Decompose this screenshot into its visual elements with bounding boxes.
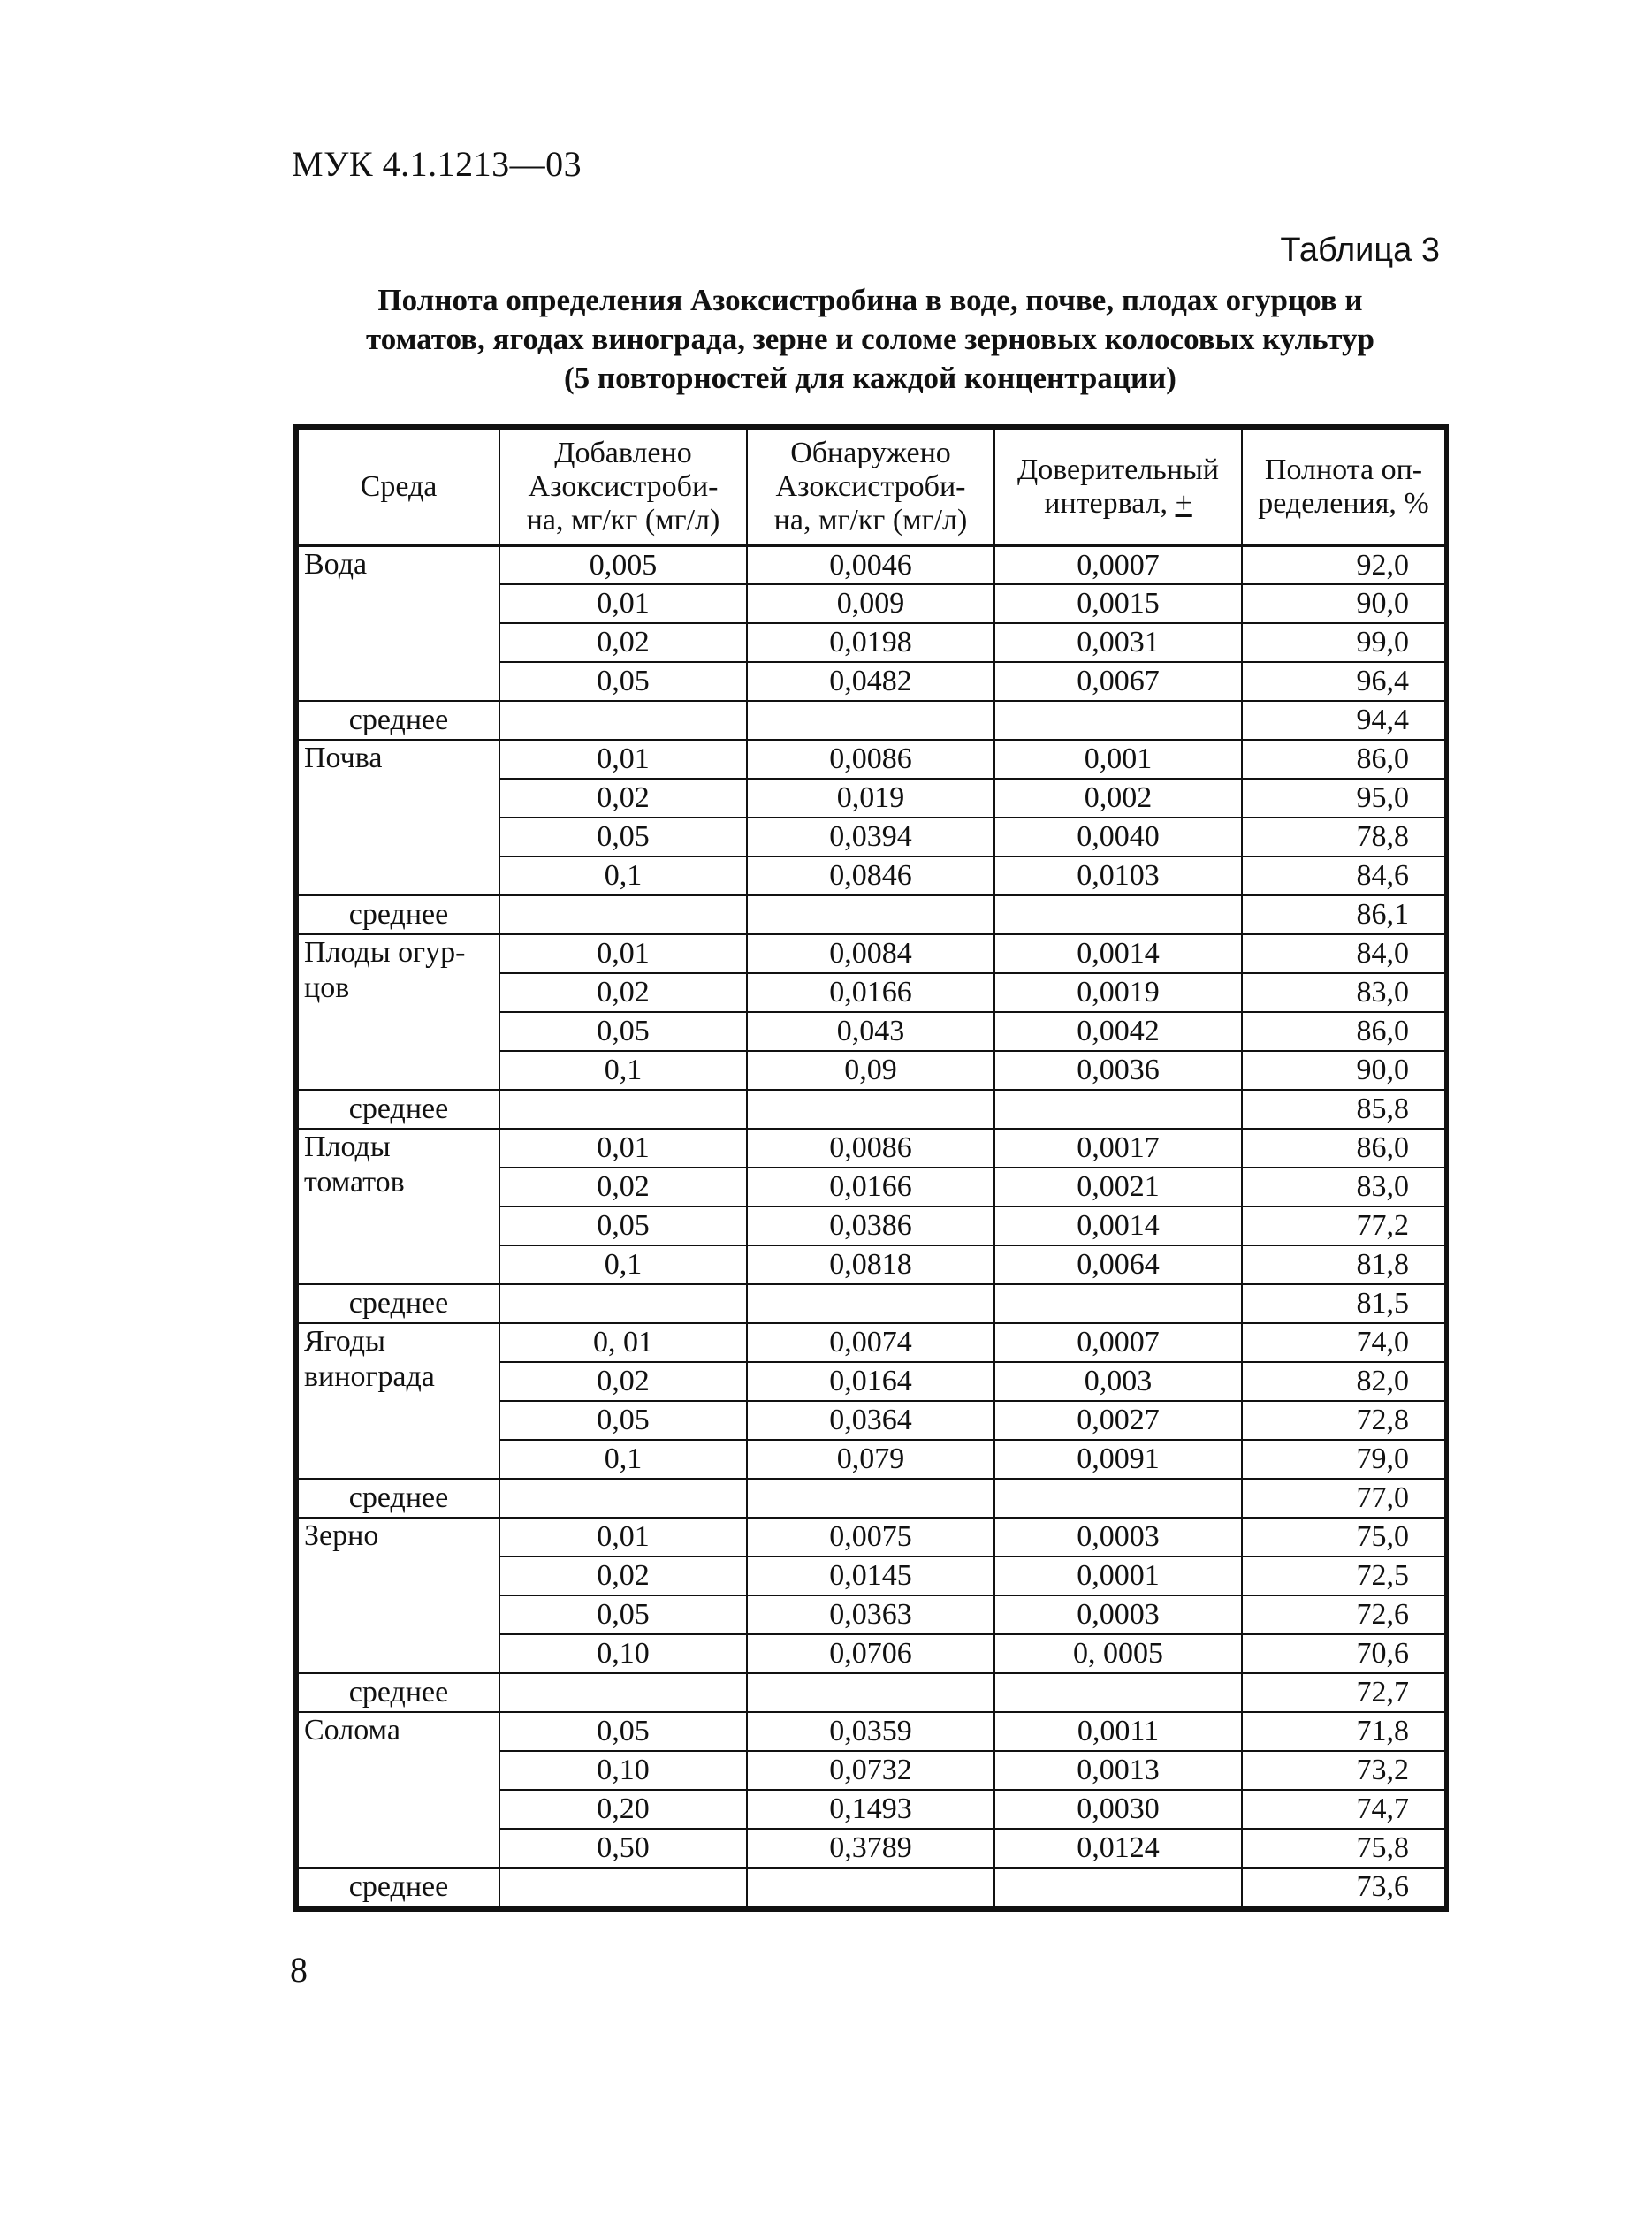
found-cell: 0,0145 [747,1557,994,1595]
added-cell: 0,02 [499,623,747,662]
added-cell: 0,01 [499,740,747,779]
empty-cell [747,1673,994,1712]
header-text: Полнота оп- [1264,453,1423,486]
interval-cell: 0, 0005 [994,1634,1242,1673]
interval-cell: 0,0013 [994,1751,1242,1790]
header-medium [298,430,499,545]
recovery-cell: 73,2 [1242,1751,1445,1790]
found-cell: 0,0363 [747,1595,994,1634]
found-cell: 0,0074 [747,1323,994,1362]
interval-cell: 0,0014 [994,934,1242,973]
recovery-cell: 72,6 [1242,1595,1445,1634]
table-row [298,740,1445,779]
empty-cell [499,1284,747,1323]
average-value: 81,5 [1242,1284,1445,1323]
interval-cell: 0,0042 [994,1012,1242,1051]
added-cell: 0,005 [499,545,747,584]
header-recovery [1242,430,1445,545]
table-row [298,545,1445,584]
medium-cell: Плоды огур-цов [298,934,499,1090]
empty-cell [747,1284,994,1323]
found-cell: 0,0166 [747,973,994,1012]
document-code: МУК 4.1.1213—03 [292,144,582,184]
found-cell: 0,0086 [747,740,994,779]
average-label: среднее [298,1868,499,1907]
interval-cell: 0,0036 [994,1051,1242,1090]
found-cell: 0,0394 [747,818,994,856]
found-cell: 0,0386 [747,1206,994,1245]
recovery-cell: 95,0 [1242,779,1445,818]
interval-cell: 0,0001 [994,1557,1242,1595]
added-cell: 0,10 [499,1634,747,1673]
interval-cell: 0,0015 [994,584,1242,623]
average-value: 85,8 [1242,1090,1445,1129]
header-found [747,430,994,545]
found-cell: 0,079 [747,1440,994,1479]
average-label: среднее [298,895,499,934]
empty-cell [499,1868,747,1907]
added-cell: 0,20 [499,1790,747,1829]
found-cell: 0,0706 [747,1634,994,1673]
header-added [499,430,747,545]
recovery-cell: 86,0 [1242,1012,1445,1051]
recovery-cell: 72,8 [1242,1401,1445,1440]
interval-cell: 0,0040 [994,818,1242,856]
added-cell: 0,01 [499,1129,747,1168]
found-cell: 0,0086 [747,1129,994,1168]
average-row [298,701,1445,740]
recovery-cell: 99,0 [1242,623,1445,662]
added-cell: 0,02 [499,1557,747,1595]
interval-cell: 0,0091 [994,1440,1242,1479]
recovery-table [293,424,1449,1912]
added-cell: 0,02 [499,1362,747,1401]
added-cell: 0,01 [499,584,747,623]
recovery-cell: 74,0 [1242,1323,1445,1362]
header-text: Азоксистроби- [528,470,719,503]
added-cell: 0,1 [499,1051,747,1090]
added-cell: 0,05 [499,818,747,856]
recovery-cell: 70,6 [1242,1634,1445,1673]
interval-cell: 0,0007 [994,545,1242,584]
added-cell: 0,05 [499,1712,747,1751]
table-row [298,1129,1445,1168]
added-cell: 0,05 [499,1401,747,1440]
header-text: ределения, % [1258,487,1429,520]
recovery-cell: 71,8 [1242,1712,1445,1751]
header-text: на, мг/кг (мг/л) [526,504,720,537]
added-cell: 0,02 [499,973,747,1012]
header-text-line [999,487,1237,521]
found-cell: 0,0732 [747,1751,994,1790]
recovery-cell: 79,0 [1242,1440,1445,1479]
interval-cell: 0,0003 [994,1518,1242,1557]
added-cell: 0,01 [499,934,747,973]
found-cell: 0,3789 [747,1829,994,1868]
average-value: 73,6 [1242,1868,1445,1907]
added-cell: 0,1 [499,856,747,895]
found-cell: 0,1493 [747,1790,994,1829]
empty-cell [747,1479,994,1518]
caption-line: Полнота определения Азоксистробина в воде, почве, плодах огурцов и [377,283,1363,317]
empty-cell [994,701,1242,740]
recovery-cell: 74,7 [1242,1790,1445,1829]
recovery-cell: 90,0 [1242,584,1445,623]
found-cell: 0,0046 [747,545,994,584]
interval-cell: 0,0011 [994,1712,1242,1751]
recovery-cell: 78,8 [1242,818,1445,856]
table-row [298,1323,1445,1362]
average-row [298,1090,1445,1129]
average-value: 72,7 [1242,1673,1445,1712]
added-cell: 0,1 [499,1440,747,1479]
empty-cell [994,1090,1242,1129]
header-text: интервал, [1044,487,1176,520]
header-text: на, мг/кг (мг/л) [773,504,968,537]
empty-cell [994,1479,1242,1518]
medium-cell: Плоды томатов [298,1129,499,1284]
header-text: Добавлено [554,437,692,469]
added-cell: 0,10 [499,1751,747,1790]
average-row [298,895,1445,934]
average-label: среднее [298,701,499,740]
recovery-cell: 84,0 [1242,934,1445,973]
found-cell: 0,0818 [747,1245,994,1284]
interval-cell: 0,0007 [994,1323,1242,1362]
recovery-cell: 92,0 [1242,545,1445,584]
found-cell: 0,0359 [747,1712,994,1751]
average-label: среднее [298,1090,499,1129]
found-cell: 0,0846 [747,856,994,895]
added-cell: 0,05 [499,1206,747,1245]
found-cell: 0,0084 [747,934,994,973]
recovery-cell: 77,2 [1242,1206,1445,1245]
medium-cell: Ягоды винограда [298,1323,499,1479]
empty-cell [994,1673,1242,1712]
table-header-row [298,430,1445,545]
interval-cell: 0,0124 [994,1829,1242,1868]
empty-cell [499,1479,747,1518]
added-cell: 0,1 [499,1245,747,1284]
interval-cell: 0,0017 [994,1129,1242,1168]
header-text: Среда [360,470,438,503]
found-cell: 0,0166 [747,1168,994,1206]
interval-cell: 0,0031 [994,623,1242,662]
table-row [298,1518,1445,1557]
empty-cell [499,895,747,934]
found-cell: 0,043 [747,1012,994,1051]
found-cell: 0,0075 [747,1518,994,1557]
interval-cell: 0,0027 [994,1401,1242,1440]
recovery-cell: 82,0 [1242,1362,1445,1401]
empty-cell [499,701,747,740]
empty-cell [747,701,994,740]
added-cell: 0,05 [499,1595,747,1634]
found-cell: 0,0164 [747,1362,994,1401]
recovery-cell: 83,0 [1242,973,1445,1012]
average-row [298,1673,1445,1712]
found-cell: 0,09 [747,1051,994,1090]
recovery-cell: 83,0 [1242,1168,1445,1206]
average-value: 86,1 [1242,895,1445,934]
table-row [298,934,1445,973]
empty-cell [747,1090,994,1129]
table-row [298,1712,1445,1751]
found-cell: 0,0198 [747,623,994,662]
average-value: 77,0 [1242,1479,1445,1518]
recovery-cell: 86,0 [1242,740,1445,779]
header-text: Обнаружено [790,437,951,469]
added-cell: 0,50 [499,1829,747,1868]
header-text: Доверительный [1017,453,1219,486]
header-interval [994,430,1242,545]
recovery-cell: 81,8 [1242,1245,1445,1284]
found-cell: 0,0482 [747,662,994,701]
caption-line: томатов, ягодах винограда, зерне и соломе зерновых колосовых культур [366,322,1374,356]
interval-cell: 0,0064 [994,1245,1242,1284]
empty-cell [499,1673,747,1712]
found-cell: 0,019 [747,779,994,818]
medium-cell: Солома [298,1712,499,1868]
empty-cell [747,1868,994,1907]
recovery-cell: 96,4 [1242,662,1445,701]
average-row [298,1868,1445,1907]
added-cell: 0,02 [499,779,747,818]
interval-cell: 0,0014 [994,1206,1242,1245]
table-caption [292,281,1449,398]
recovery-cell: 90,0 [1242,1051,1445,1090]
average-value: 94,4 [1242,701,1445,740]
empty-cell [994,895,1242,934]
interval-cell: 0,002 [994,779,1242,818]
average-label: среднее [298,1479,499,1518]
interval-cell: 0,0030 [994,1790,1242,1829]
added-cell: 0,02 [499,1168,747,1206]
caption-line: (5 повторностей для каждой концентрации) [564,361,1176,395]
medium-cell: Почва [298,740,499,895]
table-number-label: Таблица 3 [1280,232,1440,269]
medium-cell: Зерно [298,1518,499,1673]
added-cell: 0, 01 [499,1323,747,1362]
average-label: среднее [298,1284,499,1323]
recovery-cell: 84,6 [1242,856,1445,895]
recovery-cell: 86,0 [1242,1129,1445,1168]
average-label: среднее [298,1673,499,1712]
plus-minus-sign: + [1175,487,1192,520]
interval-cell: 0,0019 [994,973,1242,1012]
interval-cell: 0,003 [994,1362,1242,1401]
found-cell: 0,009 [747,584,994,623]
added-cell: 0,05 [499,1012,747,1051]
added-cell: 0,01 [499,1518,747,1557]
interval-cell: 0,0003 [994,1595,1242,1634]
recovery-cell: 75,0 [1242,1518,1445,1557]
recovery-cell: 72,5 [1242,1557,1445,1595]
header-text: Азоксистроби- [775,470,966,503]
interval-cell: 0,0021 [994,1168,1242,1206]
empty-cell [499,1090,747,1129]
interval-cell: 0,0103 [994,856,1242,895]
average-row [298,1479,1445,1518]
recovery-cell: 75,8 [1242,1829,1445,1868]
empty-cell [994,1868,1242,1907]
table-body [298,545,1445,1907]
empty-cell [747,895,994,934]
page-number: 8 [290,1950,308,1990]
medium-cell: Вода [298,545,499,701]
found-cell: 0,0364 [747,1401,994,1440]
empty-cell [994,1284,1242,1323]
average-row [298,1284,1445,1323]
interval-cell: 0,0067 [994,662,1242,701]
interval-cell: 0,001 [994,740,1242,779]
added-cell: 0,05 [499,662,747,701]
